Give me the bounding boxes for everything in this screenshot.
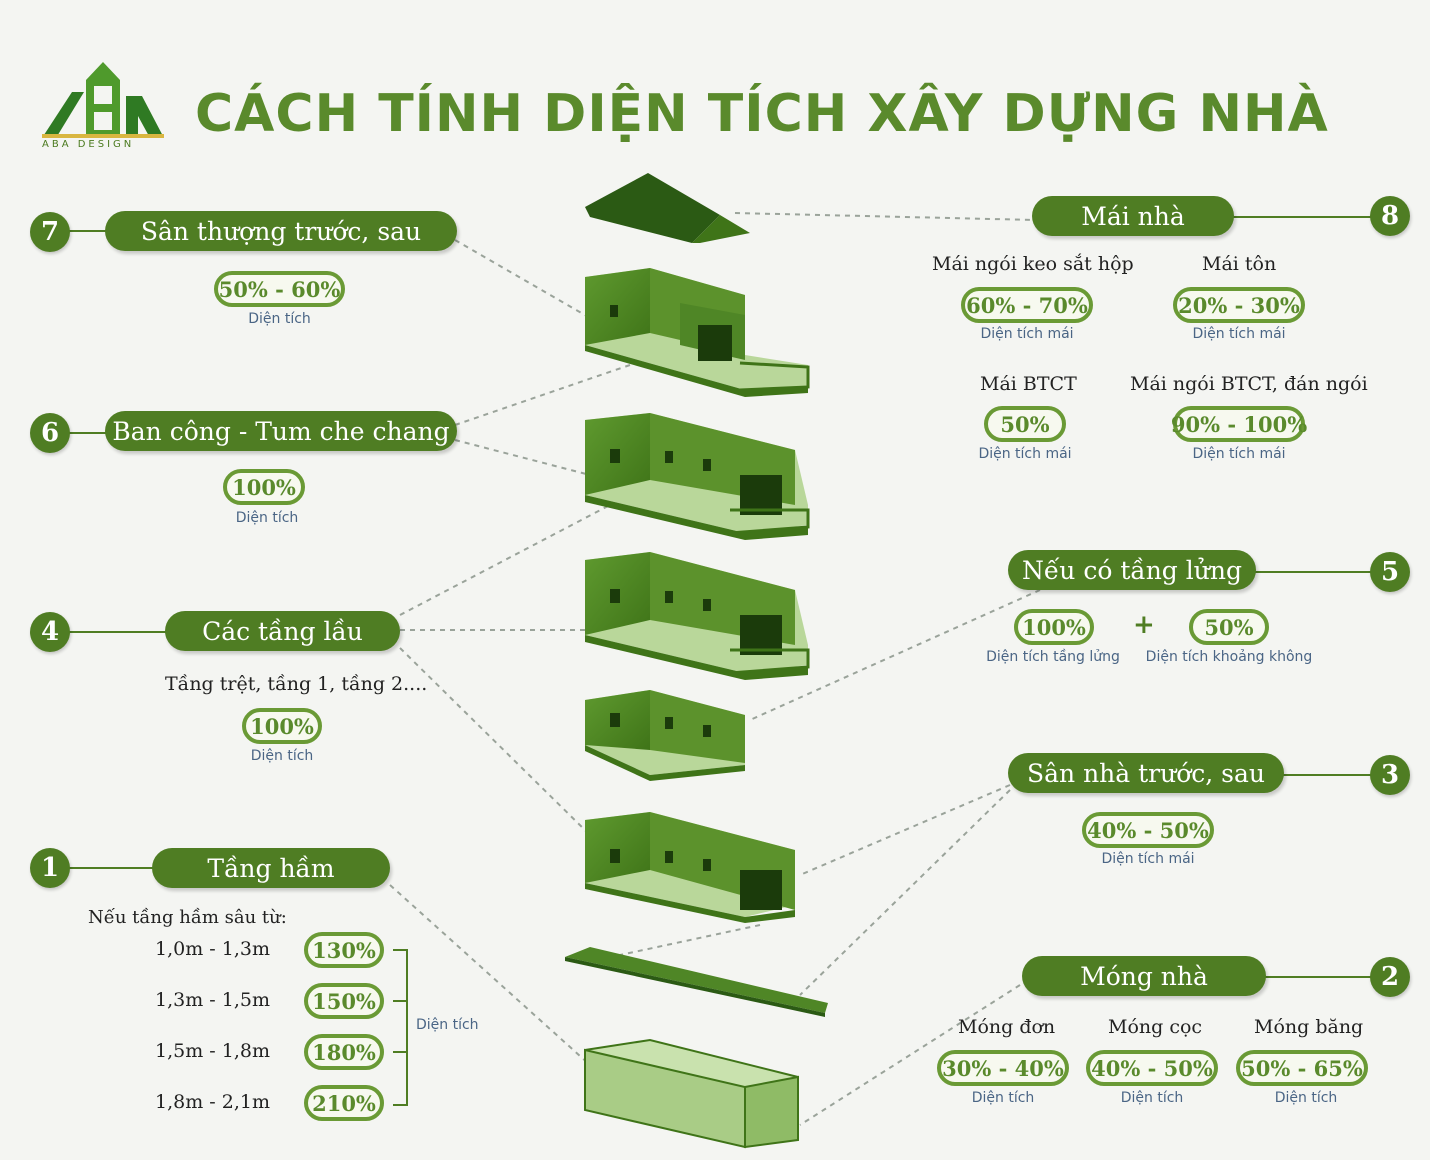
balcony-percent: 100% xyxy=(223,469,305,505)
rooftop-terrace-pill: Sân thượng trước, sau xyxy=(105,211,457,251)
rooftop-terrace-sub: Diện tích xyxy=(248,311,311,327)
foundation-type-label: Móng cọc xyxy=(1108,1016,1203,1038)
floor-upper-icon xyxy=(585,552,808,680)
foundation-type-sub: Diện tích xyxy=(1274,1090,1338,1106)
foundation-type-sub: Diện tích xyxy=(1120,1090,1184,1106)
basement-percent: 150% xyxy=(304,983,384,1019)
foundation-type-percent: 40% - 50% xyxy=(1086,1050,1218,1086)
roof-type-label: Mái tôn xyxy=(1202,253,1277,275)
plus-icon: + xyxy=(1133,610,1155,640)
basement-intro: Nếu tầng hầm sâu từ: xyxy=(88,907,287,928)
step-number-1: 1 xyxy=(30,848,70,888)
upper-floors-percent: 100% xyxy=(242,708,322,744)
basement-range: 1,3m - 1,5m xyxy=(155,989,270,1011)
roof-type-label: Mái ngói keo sắt hộp xyxy=(932,253,1134,275)
step-number-7: 7 xyxy=(30,212,70,252)
roof-type-label: Mái BTCT xyxy=(980,373,1077,395)
basement-pill: Tầng hầm xyxy=(152,848,390,888)
floor-mezzanine-icon xyxy=(585,690,745,781)
roof-icon xyxy=(585,173,750,243)
yard-sub: Diện tích mái xyxy=(1101,851,1195,867)
roof-pill: Mái nhà xyxy=(1032,196,1234,236)
foundation-icon xyxy=(585,1040,798,1147)
upper-floors-sub: Diện tích xyxy=(250,748,314,764)
step-number-8: 8 xyxy=(1370,196,1410,236)
basement-range: 1,0m - 1,3m xyxy=(155,938,270,960)
basement-sub: Diện tích xyxy=(416,1017,479,1033)
roof-type-percent: 60% - 70% xyxy=(961,287,1093,323)
foundation-type-sub: Diện tích xyxy=(971,1090,1035,1106)
floor-ground-icon xyxy=(585,812,795,923)
step-number-6: 6 xyxy=(30,413,70,453)
roof-type-sub: Diện tích mái xyxy=(978,446,1072,462)
step-number-3: 3 xyxy=(1370,755,1410,795)
void-sub: Diện tích khoảng không xyxy=(1145,649,1313,665)
mezzanine-percent: 100% xyxy=(1014,609,1094,645)
roof-type-percent: 50% xyxy=(984,406,1066,442)
yard-percent: 40% - 50% xyxy=(1082,812,1214,848)
yard-slab-icon xyxy=(565,947,828,1017)
basement-percent: 130% xyxy=(304,932,384,968)
foundation-pill: Móng nhà xyxy=(1022,956,1266,996)
roof-type-percent: 90% - 100% xyxy=(1173,406,1305,442)
basement-percent: 180% xyxy=(304,1034,384,1070)
basement-range: 1,5m - 1,8m xyxy=(155,1040,270,1062)
yard-pill: Sân nhà trước, sau xyxy=(1008,753,1284,793)
void-percent: 50% xyxy=(1189,609,1269,645)
logo-icon xyxy=(42,62,164,140)
foundation-type-percent: 30% - 40% xyxy=(937,1050,1069,1086)
step-number-4: 4 xyxy=(30,612,70,652)
roof-type-sub: Diện tích mái xyxy=(1192,326,1286,342)
basement-range: 1,8m - 2,1m xyxy=(155,1091,270,1113)
foundation-type-percent: 50% - 65% xyxy=(1236,1050,1368,1086)
floor-terrace-icon xyxy=(585,268,808,397)
balcony-sub: Diện tích xyxy=(235,510,299,526)
roof-type-sub: Diện tích mái xyxy=(980,326,1074,342)
balcony-pill: Ban công - Tum che chang xyxy=(105,411,457,451)
roof-type-sub: Diện tích mái xyxy=(1192,446,1286,462)
mezzanine-sub: Diện tích tầng lửng xyxy=(986,649,1120,665)
upper-floors-pill: Các tầng lầu xyxy=(165,611,400,651)
roof-type-percent: 20% - 30% xyxy=(1173,287,1305,323)
basement-percent: 210% xyxy=(304,1085,384,1121)
foundation-type-label: Móng đơn xyxy=(958,1016,1056,1038)
floor-balcony-icon xyxy=(585,413,808,540)
roof-type-label: Mái ngói BTCT, đán ngói xyxy=(1130,373,1368,395)
step-number-5: 5 xyxy=(1370,552,1410,592)
basement-bracket xyxy=(385,945,415,1110)
logo-text: ABA DESIGN xyxy=(42,139,135,150)
upper-floors-desc: Tầng trệt, tầng 1, tầng 2.... xyxy=(165,673,428,695)
house-illustration xyxy=(560,165,830,1150)
foundation-type-label: Móng băng xyxy=(1254,1016,1364,1038)
page-title: CÁCH TÍNH DIỆN TÍCH XÂY DỰNG NHÀ xyxy=(195,84,1329,144)
rooftop-terrace-percent: 50% - 60% xyxy=(214,271,345,307)
step-number-2: 2 xyxy=(1370,957,1410,997)
mezzanine-pill: Nếu có tầng lửng xyxy=(1008,550,1256,590)
